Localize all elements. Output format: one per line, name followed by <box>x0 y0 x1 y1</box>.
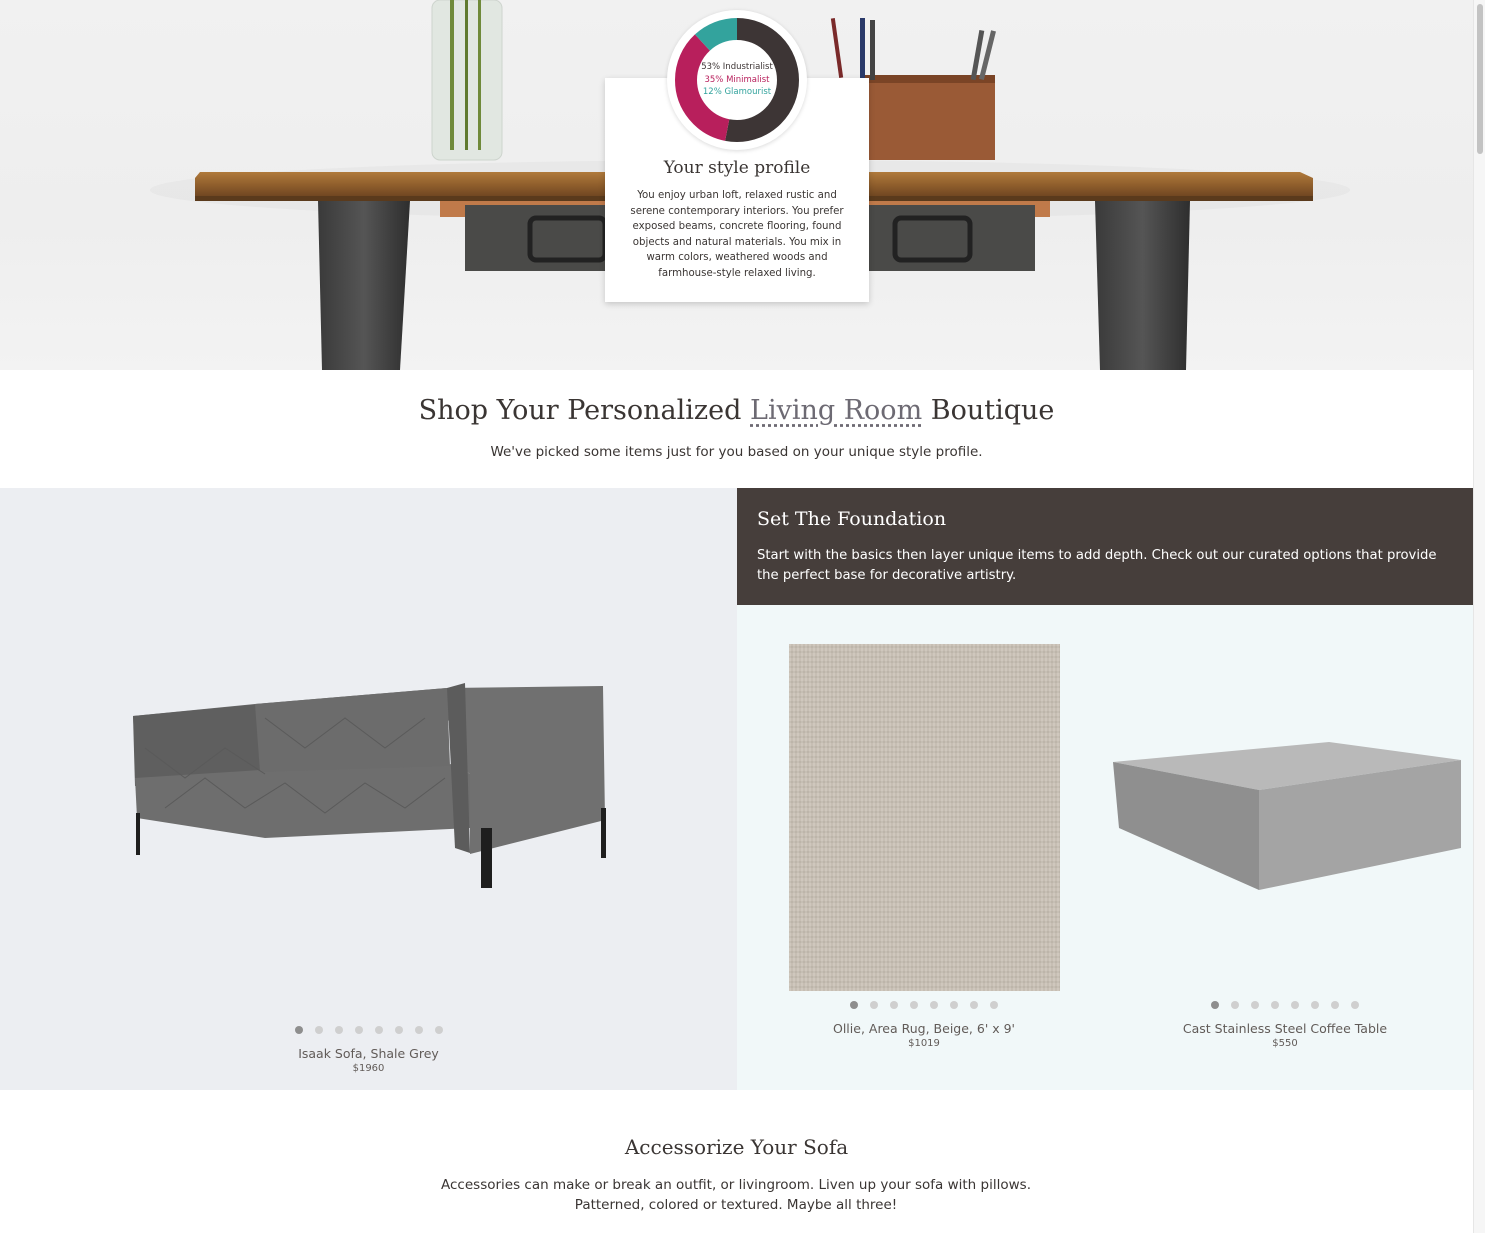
boutique-subtitle: We've picked some items just for you based on your unique style profile. <box>490 444 983 460</box>
style-profile-description: You enjoy urban loft, relaxed rustic and serene contemporary interiors. You prefer exposed beams, concrete flooring, found objects and natural materials. You mix in warm colors, weathered woods and farmhouse-style relaxed living. <box>630 190 844 279</box>
carousel-dot[interactable] <box>1311 1001 1319 1009</box>
rug-image[interactable] <box>789 644 1060 991</box>
rug-carousel-dots[interactable] <box>850 1001 998 1009</box>
carousel-dot[interactable] <box>315 1026 323 1034</box>
carousel-dot[interactable] <box>890 1001 898 1009</box>
carousel-dot[interactable] <box>355 1026 363 1034</box>
donut-chart-labels <box>667 61 807 99</box>
product-name[interactable]: Ollie, Area Rug, Beige, 6' x 9' <box>833 1021 1015 1036</box>
carousel-dot[interactable] <box>1231 1001 1239 1009</box>
foundation-text: Start with the basics then layer unique items to add depth. Check out our curated options that provide the perfect base for decorative artistry. <box>757 548 1437 583</box>
product-price: $550 <box>1272 1038 1298 1049</box>
style-profile-donut-chart <box>667 10 807 150</box>
carousel-dot[interactable] <box>970 1001 978 1009</box>
coffee-table-image[interactable] <box>1109 738 1465 898</box>
carousel-dot[interactable] <box>910 1001 918 1009</box>
carousel-dot[interactable] <box>375 1026 383 1034</box>
donut-label-minimalist: 35% Minimalist <box>704 74 770 85</box>
carousel-dot[interactable] <box>1211 1001 1219 1009</box>
carousel-dot[interactable] <box>1291 1001 1299 1009</box>
carousel-dot[interactable] <box>1271 1001 1279 1009</box>
carousel-dot[interactable] <box>850 1001 858 1009</box>
carousel-dot[interactable] <box>870 1001 878 1009</box>
table-carousel-dots[interactable] <box>1211 1001 1359 1009</box>
carousel-dot[interactable] <box>1351 1001 1359 1009</box>
room-type-link[interactable]: Living Room <box>750 395 923 426</box>
carousel-dot[interactable] <box>1331 1001 1339 1009</box>
sofa-carousel-dots[interactable] <box>295 1026 443 1034</box>
product-name[interactable]: Isaak Sofa, Shale Grey <box>298 1046 439 1061</box>
hero-banner <box>0 0 1473 370</box>
carousel-dot[interactable] <box>950 1001 958 1009</box>
accessorize-title: Accessorize Your Sofa <box>624 1135 849 1159</box>
boutique-title-prefix: Shop Your Personalized <box>418 395 742 426</box>
boutique-title-suffix: Boutique <box>930 395 1055 426</box>
carousel-dot[interactable] <box>930 1001 938 1009</box>
style-profile-title: Your style profile <box>663 158 811 178</box>
donut-label-glamourist: 12% Glamourist <box>702 87 772 97</box>
product-price: $1019 <box>908 1038 940 1049</box>
product-name[interactable]: Cast Stainless Steel Coffee Table <box>1182 1021 1388 1036</box>
sofa-image[interactable] <box>125 678 620 908</box>
carousel-dot[interactable] <box>990 1001 998 1009</box>
carousel-dot[interactable] <box>415 1026 423 1034</box>
donut-label-industrialist: 53% Industrialist <box>701 62 773 72</box>
foundation-title: Set The Foundation <box>757 508 947 530</box>
boutique-title <box>0 395 1473 426</box>
carousel-dot[interactable] <box>335 1026 343 1034</box>
foundation-header <box>737 488 1473 605</box>
scrollbar-thumb[interactable] <box>1477 4 1483 154</box>
carousel-dot[interactable] <box>395 1026 403 1034</box>
carousel-dot[interactable] <box>295 1026 303 1034</box>
foundation-panel <box>737 488 1473 1090</box>
product-price: $1960 <box>352 1063 385 1074</box>
vertical-scrollbar[interactable] <box>1473 0 1485 1233</box>
sofa-product-panel <box>0 488 737 1090</box>
carousel-dot[interactable] <box>435 1026 443 1034</box>
accessorize-text: Accessories can make or break an outfit, or livingroom. Liven up your sofa with pillows. Patterned, colored or textured. Maybe all three! <box>441 1177 1031 1213</box>
carousel-dot[interactable] <box>1251 1001 1259 1009</box>
